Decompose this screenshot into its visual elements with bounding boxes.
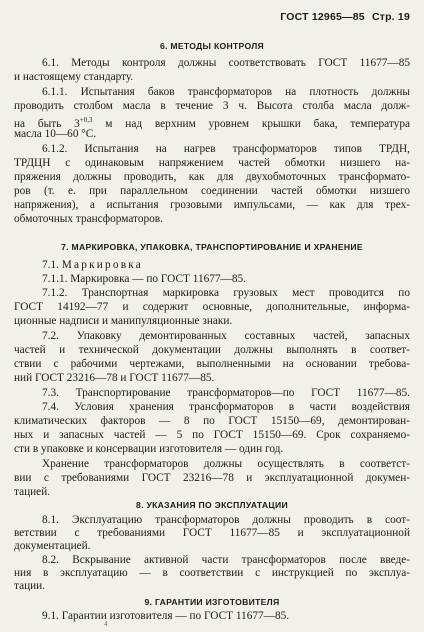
- section-heading-6: 6. МЕТОДЫ КОНТРОЛЯ: [159, 41, 265, 51]
- text-line: 7.2. Упаковку демонтированных составных частей, запасных: [42, 330, 410, 342]
- text-fragment: на быть 3: [14, 117, 80, 130]
- section-heading-7: 7. МАРКИРОВКА, УПАКОВКА, ТРАНСПОРТИРОВАНИЕ И ХРАНЕНИЕ: [61, 242, 363, 252]
- text-line: 7.3. Транспортирование трансформаторов—по ГОСТ 11677—85.: [42, 387, 410, 399]
- text-line: 6.1.2. Испытания на нагрев трансформаторов типов ТРДН,: [42, 143, 410, 155]
- text-line: ния в эксплуатацию — в соответствии с инструкцией по эксплуа-: [14, 567, 410, 579]
- text-line: ветствии с требованиями ГОСТ 11677—85 и эксплуатационной: [14, 527, 410, 539]
- text-line: масла 10—60 °C.: [14, 128, 97, 140]
- text-line: документацией.: [14, 540, 91, 552]
- text-line: [42, 258, 410, 272]
- text-line: ционные надписи и манипуляционные знаки.: [14, 315, 233, 327]
- text-fragment: 7.1.: [42, 259, 62, 271]
- text-line: 7.1.1. Маркировка — по ГОСТ 11677—85.: [42, 273, 246, 285]
- text-line: напряжения), а испытания грозовыми импульсами, — как для трех-: [14, 199, 410, 211]
- text-line: ствии с рабочими чертежами, выполненными на основании требова-: [14, 358, 410, 370]
- text-line: 6.1.1. Испытания баков трансформаторов на плотность должны: [42, 86, 410, 98]
- spaced-heading: Маркировка: [61, 259, 143, 271]
- text-line: вии с требованиями ГОСТ 23216—78 и эксплуатационной докумен-: [14, 472, 410, 484]
- print-mark: 4: [104, 620, 109, 628]
- text-line: Хранение трансформаторов должны осуществлять в соответст-: [42, 458, 410, 470]
- standard-number: ГОСТ 12965—85: [280, 11, 365, 23]
- text-line: 7.4. Условия хранения трансформаторов в части воздействия: [42, 401, 410, 413]
- text-line: 8.2. Вскрывание активной части трансформаторов после введе-: [42, 554, 410, 566]
- text-line: проводить столбом масла в течение 3 ч. Высота столба масла долж-: [14, 100, 410, 112]
- text-line: обмоточных трансформаторов.: [14, 213, 163, 225]
- text-line: ТРДЦН с одинаковым напряжением частей обмотки низшего на-: [14, 157, 410, 169]
- text-line: климатических факторов — 8 по ГОСТ 15150—69, демонтирован-: [14, 415, 410, 427]
- text-fragment: м над верхним уровнем крышки бака, температура: [92, 117, 410, 130]
- text-line: ний ГОСТ 23216—78 и ГОСТ 11677—85.: [14, 372, 215, 384]
- text-line: тацией.: [14, 486, 51, 498]
- text-line: 9.1. Гарантии изготовителя — по ГОСТ 11677—85.: [42, 610, 290, 622]
- text-line: ГОСТ 14192—77 и содержит основные, дополнительные, информа-: [14, 301, 410, 313]
- section-heading-9: 9. ГАРАНТИИ ИЗГОТОВИТЕЛЯ: [144, 597, 280, 607]
- text-line: ных и запасных частей — 5 по ГОСТ 15150—69. Срок сохраняемо-: [14, 429, 410, 441]
- text-line: и настоящему стандарту.: [14, 71, 134, 83]
- text-line: частей и технической документации должны выполнять в соответ-: [14, 344, 410, 356]
- text-line: тации.: [14, 580, 46, 592]
- page-number: Стр. 19: [371, 11, 410, 23]
- text-line: сти в упаковке и консервации изготовителя — один год.: [14, 443, 284, 455]
- page-header: [280, 11, 410, 23]
- text-line: пряжения должны проводить, как для двухобмоточных трансформато-: [14, 171, 410, 183]
- text-line: 7.1.2. Транспортная маркировка грузовых мест проводится по: [42, 287, 410, 299]
- text-line: 6.1. Методы контроля должны соответствовать ГОСТ 11677—85: [42, 57, 410, 69]
- text-line: ров (т. е. при параллельном соединении частей обмотки низшего: [14, 185, 410, 197]
- section-heading-8: 8. УКАЗАНИЯ ПО ЭКСПЛУАТАЦИИ: [136, 500, 288, 510]
- text-line: 8.1. Эксплуатацию трансформаторов должны проводить в соот-: [42, 514, 410, 526]
- tolerance-superscript: +0,3: [79, 116, 93, 124]
